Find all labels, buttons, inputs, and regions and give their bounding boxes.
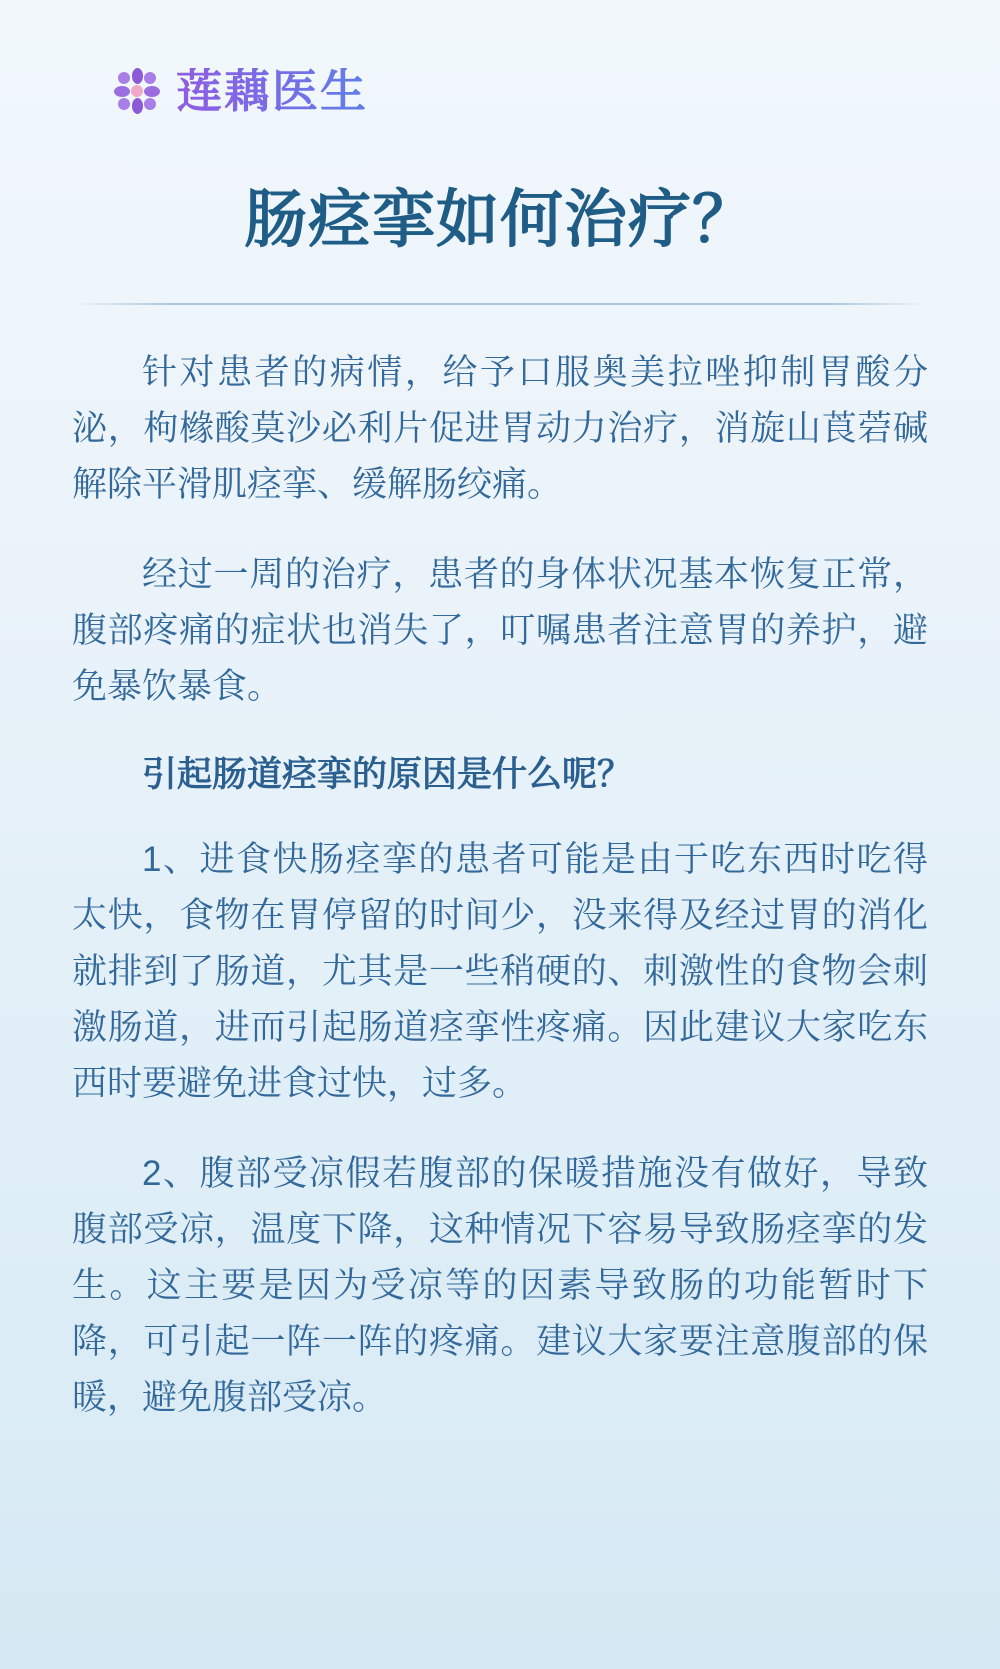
article-subheading: 引起肠道痉挛的原因是什么呢？ (142, 755, 633, 795)
article-body (72, 345, 928, 1426)
page-title: 肠痉挛如何治疗？ (244, 185, 756, 255)
lotus-flower-icon (114, 68, 160, 114)
brand-name: 莲藕医生 (176, 65, 368, 117)
article-paragraph: 2、腹部受凉假若腹部的保暖措施没有做好，导致腹部受凉，温度下降，这种情况下容易导致肠痉挛的发生。这主要是因为受凉等的因素导致肠的功能暂时下降，可引起一阵一阵的疼痛。建议大家要注意腹部的保暖，避免腹部受凉。 (72, 1153, 928, 1417)
brand-header (72, 0, 928, 117)
article-paragraph: 经过一周的治疗，患者的身体状况基本恢复正常，腹部疼痛的症状也消失了，叮嘱患者注意胃的养护，避免暴饮暴食。 (72, 555, 928, 707)
article-paragraph: 1、进食快肠痉挛的患者可能是由于吃东西时吃得太快，食物在胃停留的时间少，没来得及经过胃的消化就排到了肠道，尤其是一些稍硬的、刺激性的食物会刺激肠道，进而引起肠道痉挛性疼痛。因此建议大家吃东西时要避免进食过快，过多。 (72, 839, 928, 1103)
title-divider (72, 303, 928, 305)
article-paragraph: 针对患者的病情，给予口服奥美拉唑抑制胃酸分泌，枸橼酸莫沙必利片促进胃动力治疗，消旋山莨菪碱解除平滑肌痉挛、缓解肠绞痛。 (72, 353, 928, 505)
